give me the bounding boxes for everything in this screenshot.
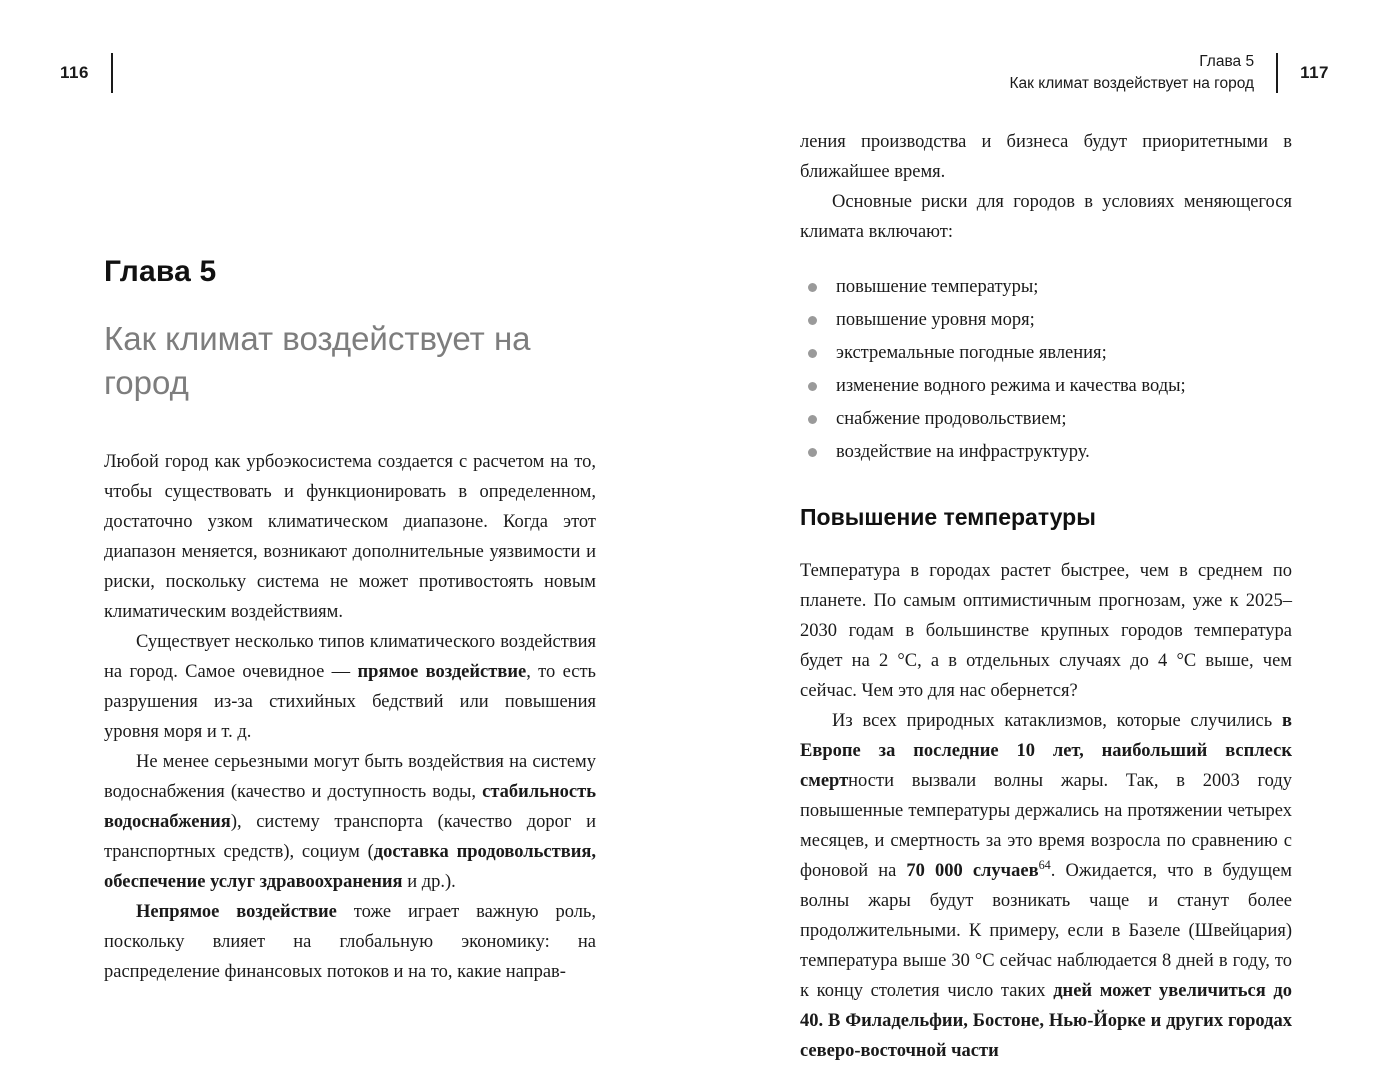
header-divider-left: [111, 53, 113, 93]
paragraph: Температура в городах растет быстрее, чем в среднем по планете. По самым оптимистичным прогнозам, уже к 2025–2030 годам в большинстве крупных городов температура будет на 2 °C, а в отдельных случаях до 4 °C выше, чем сейчас. Чем это для нас обернется?: [800, 561, 1292, 702]
paragraph-text-part: ности вызвали волны жары. Так, в 2003 году повышенные температуры держались на протяжении четырех месяцев, и смертность за это время возросла по сравнению с фоновой на: [800, 771, 1292, 882]
list-item-label: снабжение продовольствием;: [836, 409, 1067, 430]
paragraph-text-part: Из всех природных катаклизмов, которые случились: [832, 711, 1282, 732]
list-item: [800, 305, 1292, 336]
chapter-number: Глава 5: [104, 255, 217, 288]
paragraph-text-part: Существует несколько типов климатического воздействия на город. Самое очевидное —: [104, 631, 596, 682]
paragraph: ления производства и бизнеса будут приоритетными в ближайшее время.: [800, 132, 1292, 182]
paragraph: Любой город как урбоэкосистема создается с расчетом на то, чтобы существовать и функционировать в определенном, достаточно узком климатическом диапазоне. Когда этот диапазон меняется, возникают дополнительные уязвимости и риски, поскольку система не может противостоять новым климатическим воздействиям.: [104, 452, 596, 622]
running-head-text: [1010, 51, 1255, 96]
list-item: [800, 404, 1292, 435]
page-number-left: 116: [60, 63, 89, 82]
bullet-icon: [808, 283, 817, 292]
running-head-line1: Глава 5: [1199, 52, 1255, 70]
paragraph: Основные риски для городов в условиях меняющегося климата включают:: [800, 191, 1292, 242]
list-item-label: экстремальные погодные явления;: [836, 343, 1107, 364]
bullet-icon: [808, 382, 817, 391]
left-page-column: [104, 255, 596, 988]
paragraph-text-part: ), систему транспорта (качество дорог и транспортных средств), социум (: [104, 811, 596, 862]
list-item-label: повышение уровня моря;: [836, 309, 1035, 330]
bullet-icon: [808, 316, 817, 325]
right-page-column: [800, 128, 1292, 1067]
list-item: [800, 338, 1292, 369]
chapter-title: Как климат воздействует на город: [104, 320, 531, 401]
running-head-line2: Как климат воздействует на город: [1009, 75, 1255, 92]
list-item: [800, 272, 1292, 303]
list-item-label: повышение температуры;: [836, 276, 1039, 297]
paragraph: [104, 898, 596, 988]
risks-list: [800, 272, 1292, 468]
bullet-icon: [808, 448, 817, 457]
running-head-left: [60, 52, 135, 94]
bullet-icon: [808, 415, 817, 424]
paragraph: [104, 628, 596, 748]
running-head-right: [1010, 50, 1329, 96]
paragraph-text-part: тоже играет важную роль, поскольку влияет на глобальную экономику: на распределение финансовых потоков и на то, какие направ-: [104, 901, 596, 982]
list-item: [800, 437, 1292, 468]
list-item-label: воздействие на инфраструктуру.: [836, 442, 1090, 463]
emphasis-days-cities: дней может увеличиться до 40. В Филадельфии, Бостоне, Нью-Йорке и других городах северо-восточной части: [800, 980, 1292, 1061]
paragraph-text-part: Не менее серьезными могут быть воздействия на систему водоснабжения (качество и доступность воды,: [104, 751, 596, 802]
emphasis-food-supply: доставка продовольствия, обеспечение услуг здравоохранения: [104, 841, 596, 892]
paragraph-text-part: , то есть разрушения из-за стихийных бедствий или повышения уровня моря и т. д.: [104, 661, 596, 742]
paragraph: [800, 707, 1292, 1067]
list-item: [800, 371, 1292, 402]
paragraph-text-part: и др.).: [402, 871, 456, 892]
paragraph: [104, 748, 596, 898]
emphasis-cases: 70 000 случаев: [906, 861, 1039, 882]
header-divider-right: [1276, 53, 1278, 93]
section-heading: Повышение температуры: [800, 504, 1096, 531]
page-number-right: 117: [1300, 63, 1329, 82]
emphasis-water-stability: стабильность водоснабжения: [104, 781, 596, 832]
bullet-icon: [808, 349, 817, 358]
footnote-reference[interactable]: 64: [1038, 857, 1051, 872]
emphasis-direct-impact: прямое воздействие: [357, 661, 527, 682]
list-item-label: изменение водного режима и качества воды;: [836, 376, 1186, 397]
emphasis-europe-decade: в Европе за последние 10 лет, наибольший всплеск смерт: [800, 711, 1292, 792]
emphasis-indirect-impact: Непрямое воздействие: [136, 901, 337, 922]
paragraph-text-part: . Ожидается, что в будущем волны жары будут возникать чаще и станут более продолжительными. К примеру, если в Базеле (Швейцария) температура выше 30 °C сейчас наблюдается 8 дней в году, то к концу столетия число таких: [800, 861, 1292, 1001]
